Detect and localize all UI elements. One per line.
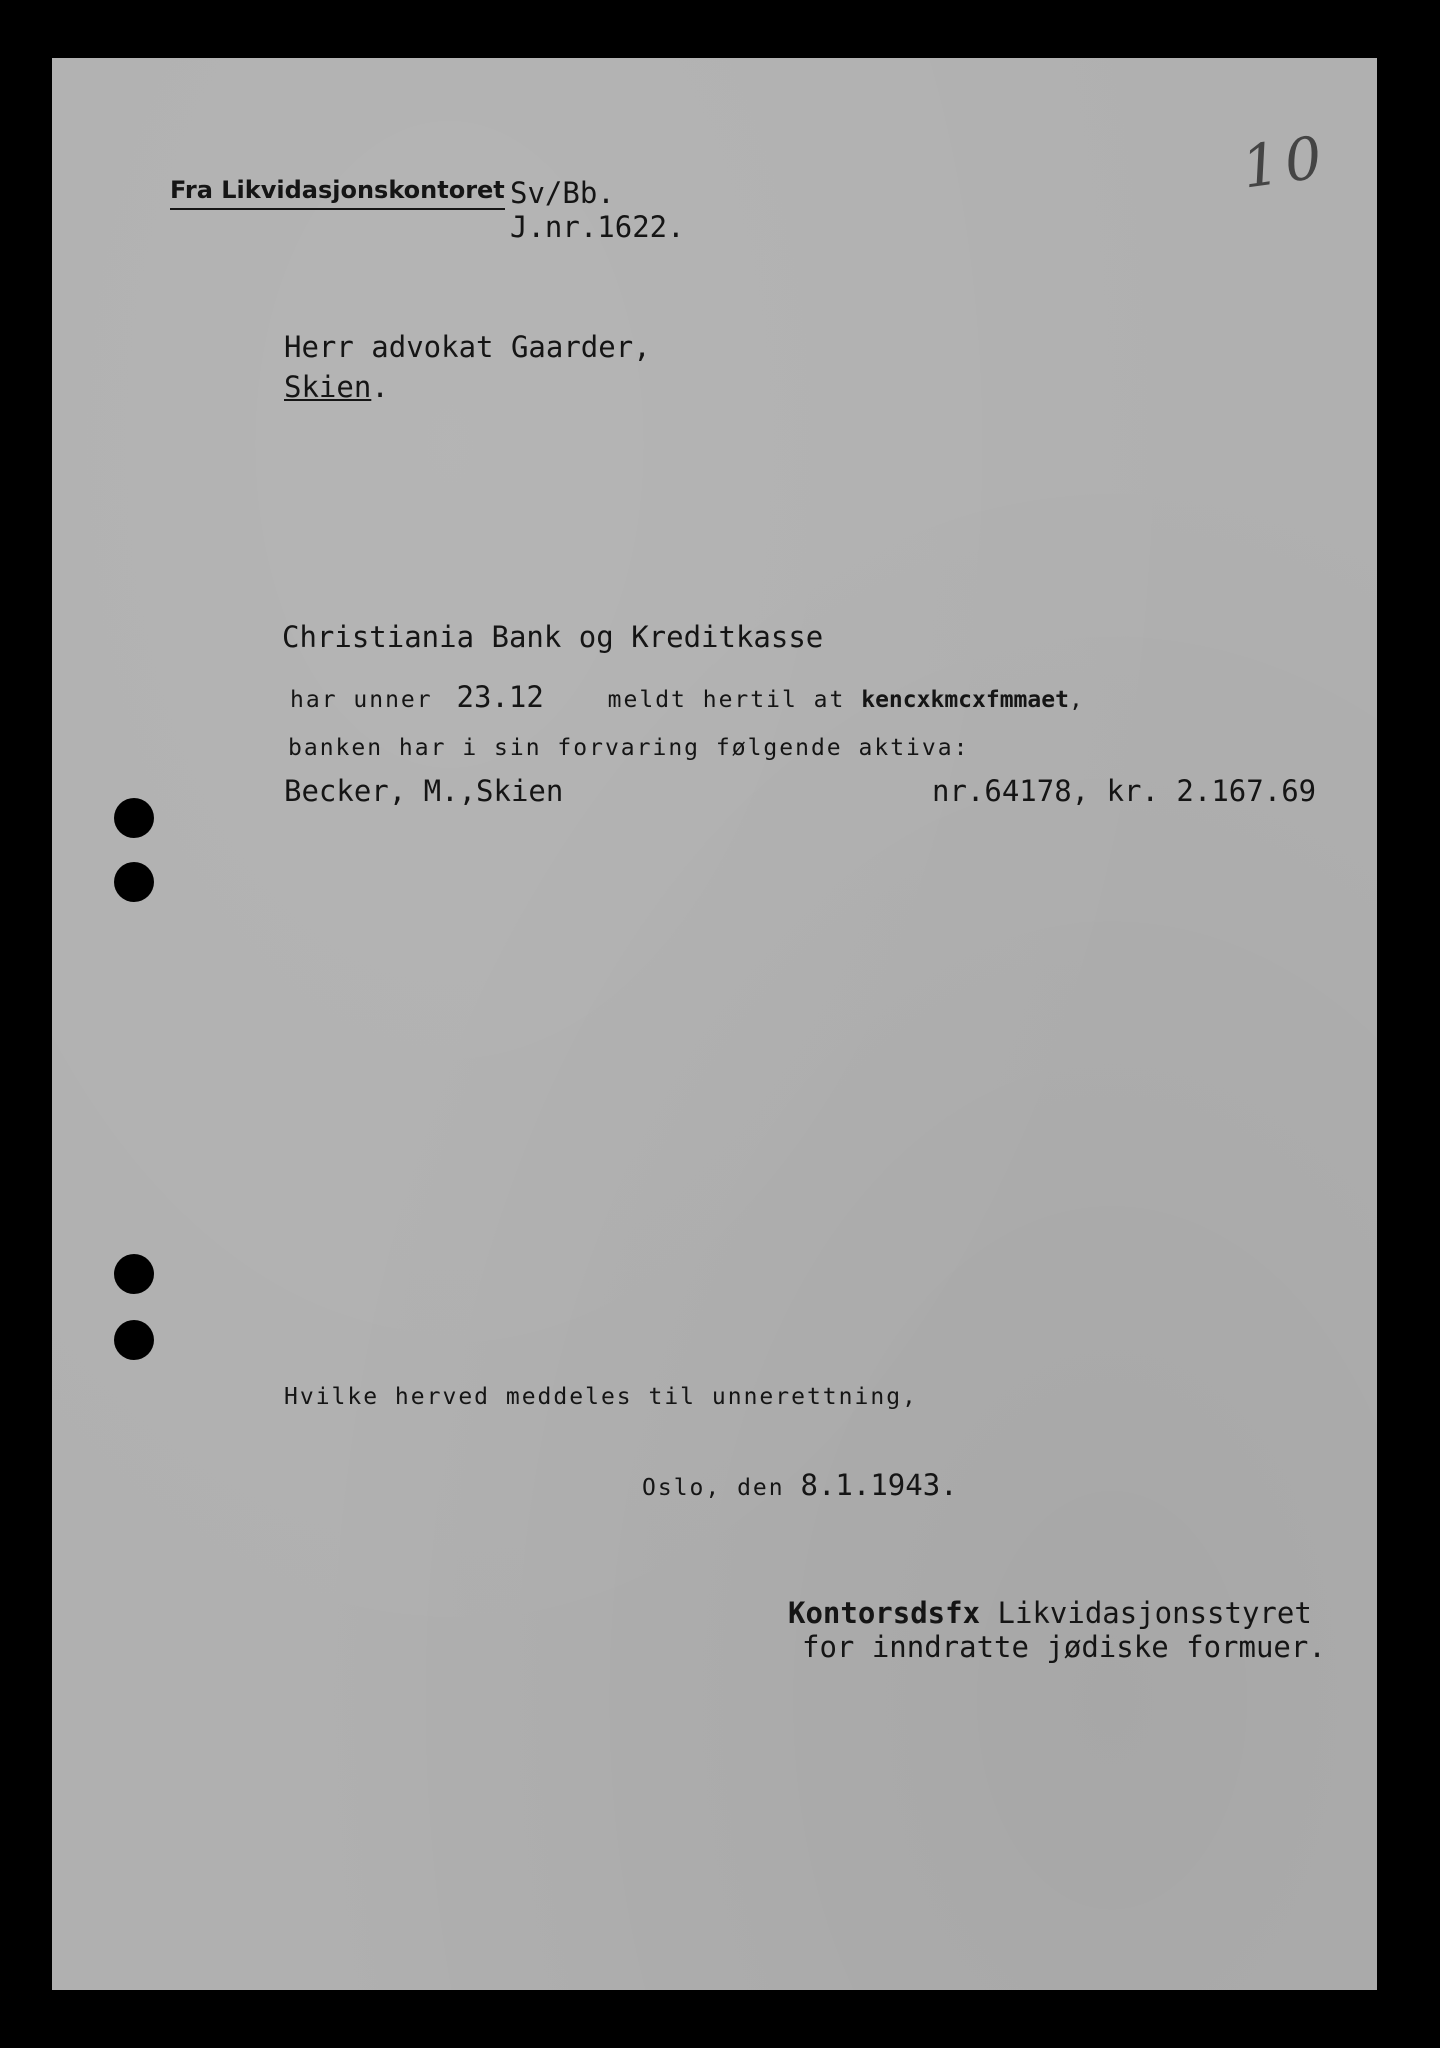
reference-code: Sv/Bb. bbox=[510, 176, 615, 210]
punch-hole bbox=[114, 1320, 154, 1360]
signature-authority: Likvidasjonsstyret bbox=[997, 1596, 1312, 1630]
asset-owner: Becker, M.,Skien bbox=[284, 774, 564, 808]
signature-line-2: for inndratte jødiske formuer. bbox=[802, 1630, 1326, 1664]
recipient-name: Herr advokat Gaarder, bbox=[284, 330, 651, 364]
handwritten-page-number: 10 bbox=[1237, 122, 1333, 202]
punch-hole bbox=[114, 798, 154, 838]
letter-date: 8.1.1943. bbox=[800, 1468, 958, 1502]
signature-line-1 bbox=[788, 1596, 1312, 1630]
place-date-prefix: Oslo, den bbox=[642, 1475, 785, 1501]
journal-number: J.nr.1622. bbox=[510, 210, 685, 244]
bank-name: Christiania Bank og Kreditkasse bbox=[282, 620, 824, 654]
recipient-city-suffix: . bbox=[371, 370, 389, 404]
recipient-city: Skien bbox=[284, 370, 372, 404]
closing-line: Hvilke herved meddeles til unnerettning, bbox=[284, 1384, 918, 1410]
custody-line: banken har i sin forvaring følgende aktiva: bbox=[288, 735, 970, 761]
reported-suffix: , bbox=[1068, 687, 1085, 713]
punch-hole bbox=[114, 862, 154, 902]
sender-stamp: Fra Likvidasjonskontoret bbox=[170, 176, 505, 210]
asset-amount: nr.64178, kr. 2.167.69 bbox=[932, 774, 1317, 808]
report-date: 23.12 bbox=[456, 680, 544, 714]
place-date bbox=[642, 1468, 958, 1502]
document-page bbox=[52, 58, 1377, 1990]
signature-struck-text: Kontorsdsfx bbox=[788, 1596, 981, 1630]
recipient-address bbox=[284, 370, 389, 404]
struck-out-text: kencxkmcxfmmaet bbox=[861, 687, 1069, 713]
reported-middle: meldt hertil at bbox=[607, 687, 846, 713]
reported-prefix: har unner bbox=[290, 687, 433, 713]
reported-line bbox=[290, 680, 1085, 714]
punch-hole bbox=[114, 1254, 154, 1294]
